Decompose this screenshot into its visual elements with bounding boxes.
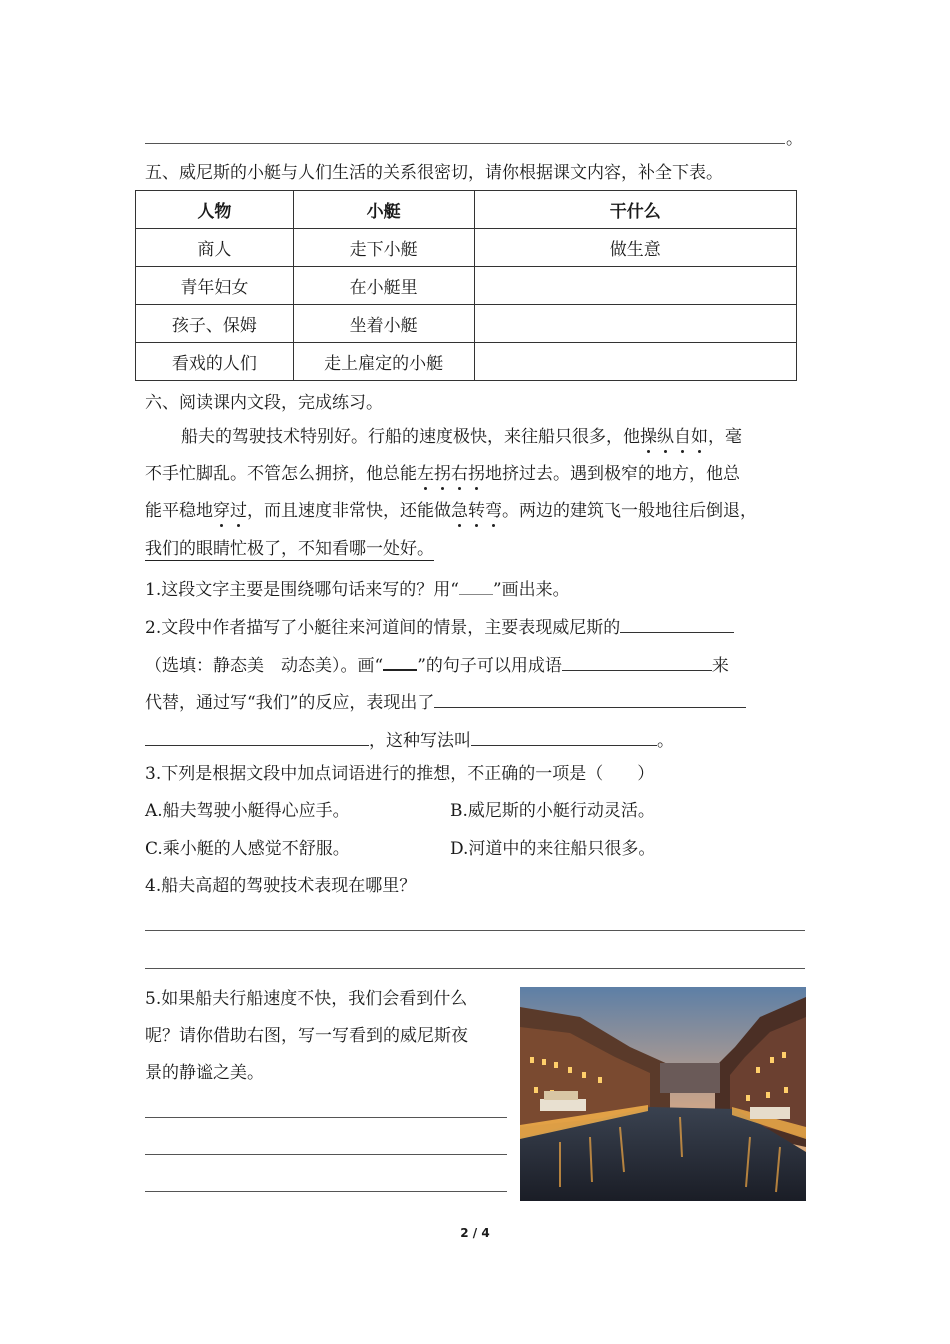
dotted-word-1 [640, 427, 708, 447]
dotted-char: 过 [230, 501, 247, 521]
q2-blank-method[interactable] [471, 727, 657, 746]
q2-blank-idiom[interactable] [562, 652, 712, 671]
underlined-sentence: 我们的眼睛忙极了，不知看哪一处好。 [145, 539, 434, 559]
table-row [136, 305, 797, 343]
q3-option-b[interactable]: B.威尼斯的小艇行动灵活。 [450, 801, 655, 821]
dotted-char: 右 [451, 464, 468, 484]
section6-heading: 六、阅读课内文段，完成练习。 [145, 393, 383, 413]
dotted-char: 急 [451, 501, 468, 521]
end-mark: 。 [786, 129, 803, 149]
q3-option-c[interactable]: C.乘小艇的人感觉不舒服。 [145, 839, 350, 859]
header-person: 人物 [136, 191, 294, 229]
header-boat: 小艇 [293, 191, 474, 229]
q2-blank-beauty[interactable] [620, 614, 734, 633]
q2-blank-express[interactable] [434, 689, 746, 708]
q4-answer-line-1[interactable] [145, 930, 805, 931]
question-5-line-2: 呢？请你借助右图，写一写看到的威尼斯夜 [145, 1026, 468, 1046]
dotted-char: 拐 [434, 464, 451, 484]
venice-night-photo [520, 987, 806, 1201]
cell-person: 商人 [136, 229, 294, 267]
cell-boat: 坐着小艇 [293, 305, 474, 343]
q2-mark-sample [383, 651, 417, 671]
q1-mark-sample [459, 576, 493, 595]
q3-option-d[interactable]: D.河道中的来往船只很多。 [450, 839, 656, 859]
cell-person: 孩子、保姆 [136, 305, 294, 343]
dotted-char: 转 [468, 501, 485, 521]
question-5-line-3: 景的静谧之美。 [145, 1063, 264, 1083]
cell-what-blank[interactable] [474, 267, 797, 305]
q4-answer-line-2[interactable] [145, 968, 805, 969]
question-3-stem: 3.下列是根据文段中加点词语进行的推想，不正确的一项是（ ） [145, 764, 655, 784]
dotted-word-3 [213, 501, 247, 521]
page-number: 2 / 4 [460, 1226, 490, 1240]
question-2-line-1: 2.文段中作者描写了小艇往来河道间的情景，主要表现威尼斯的 [145, 614, 734, 639]
passage-line-2: 不手忙脚乱。不管怎么拥挤，他总能左拐右拐地挤过去。遇到极窄的地方，他总 [145, 464, 740, 484]
dotted-char: 左 [417, 464, 434, 484]
cell-person: 看戏的人们 [136, 343, 294, 381]
cell-boat: 走下小艇 [293, 229, 474, 267]
table-row [136, 343, 797, 381]
relation-table [135, 190, 797, 381]
question-2-line-2: （选填：静态美 动态美）。画“ ”的句子可以用成语 来 [145, 651, 729, 677]
dotted-char: 纵 [657, 427, 674, 447]
cell-boat: 走上雇定的小艇 [293, 343, 474, 381]
question-4-stem: 4.船夫高超的驾驶技术表现在哪里？ [145, 876, 417, 896]
dotted-char: 拐 [468, 464, 485, 484]
cell-boat: 在小艇里 [293, 267, 474, 305]
q2-blank-express-cont[interactable] [145, 727, 369, 746]
q5-answer-line-1[interactable] [145, 1117, 507, 1118]
dotted-word-4 [451, 501, 502, 521]
q5-answer-line-2[interactable] [145, 1154, 507, 1155]
answer-line-top[interactable] [145, 143, 785, 144]
dotted-word-2 [417, 464, 485, 484]
question-2-line-3: 代替，通过写“我们”的反应，表现出了 [145, 689, 746, 714]
cell-what: 做生意 [474, 229, 797, 267]
cell-what-blank[interactable] [474, 305, 797, 343]
table-row [136, 267, 797, 305]
passage-line-1: 船夫的驾驶技术特别好。行船的速度极快，来往船只很多，他操纵自如，毫 [181, 427, 742, 447]
question-5-line-1: 5.如果船夫行船速度不快，我们会看到什么 [145, 989, 468, 1009]
dotted-char: 自 [674, 427, 691, 447]
cell-what-blank[interactable] [474, 343, 797, 381]
question-1: 1.这段文字主要是围绕哪句话来写的？用“ ”画出来。 [145, 576, 570, 601]
dotted-char: 如 [691, 427, 708, 447]
dotted-char: 穿 [213, 501, 230, 521]
question-2-line-4: ，这种写法叫 。 [145, 727, 674, 752]
passage-line-3: 能平稳地穿过，而且速度非常快，还能做急转弯。两边的建筑飞一般地往后倒退， [145, 501, 757, 521]
table-header-row [136, 191, 797, 229]
q5-answer-line-3[interactable] [145, 1191, 507, 1192]
header-what: 干什么 [474, 191, 797, 229]
cell-person: 青年妇女 [136, 267, 294, 305]
q3-option-a[interactable]: A.船夫驾驶小艇得心应手。 [145, 801, 350, 821]
dotted-char: 操 [640, 427, 657, 447]
table-row [136, 229, 797, 267]
dotted-char: 弯 [485, 501, 502, 521]
section5-heading: 五、威尼斯的小艇与人们生活的关系很密切，请你根据课文内容，补全下表。 [145, 163, 723, 183]
passage-line-4 [145, 538, 434, 560]
